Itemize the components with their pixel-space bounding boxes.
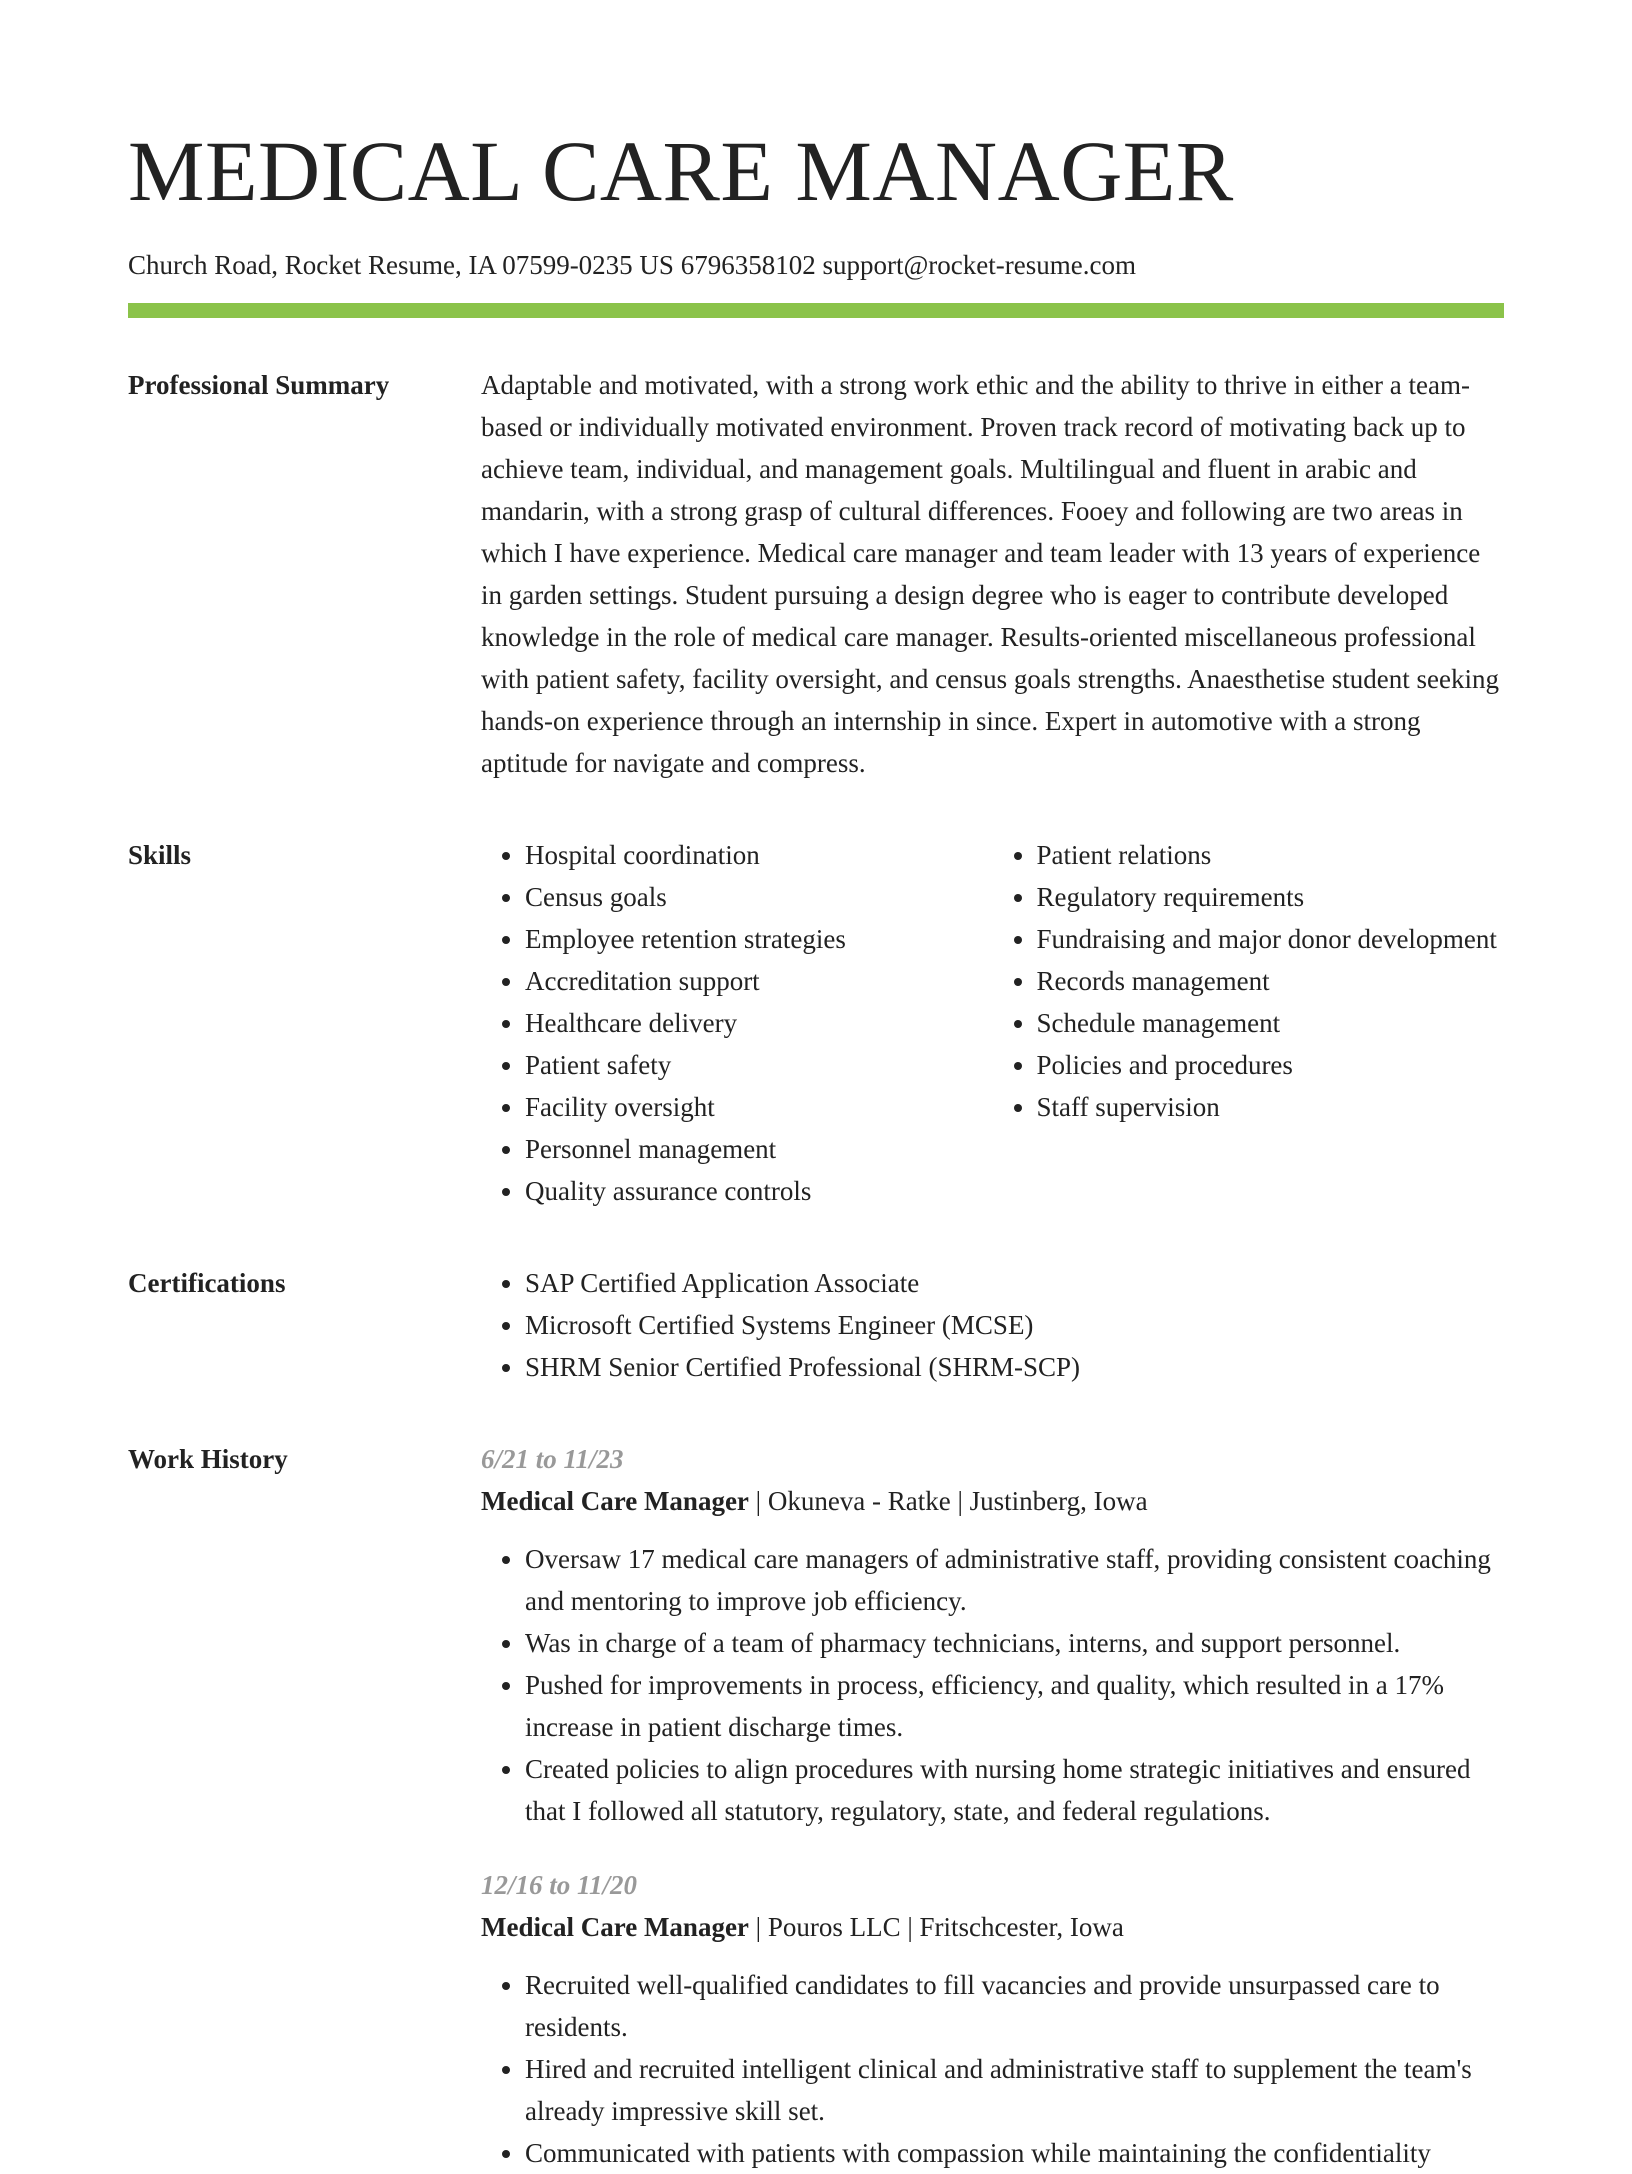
- resume-name: MEDICAL CARE MANAGER: [128, 123, 1234, 219]
- job-bullets: [481, 1964, 1504, 2174]
- skill-item: • Records management: [1037, 960, 1505, 1002]
- skills-grid: [481, 834, 1504, 1212]
- skill-item: • Census goals: [525, 876, 993, 918]
- work-history-heading: Work History: [128, 1444, 288, 1474]
- contact-line: Church Road, Rocket Resume, IA 07599-0235 US 6796358102 support@rocket-resume.com: [128, 250, 1136, 280]
- skill-item: • Schedule management: [1037, 1002, 1505, 1044]
- job-title: Medical Care Manager: [481, 1486, 749, 1516]
- work-history-section: [128, 1438, 1504, 2174]
- skills-heading: Skills: [128, 840, 192, 870]
- job-bullet: • Pushed for improvements in process, efficiency, and quality, which resulted in a 17% increase in patient discharge times.: [525, 1664, 1504, 1748]
- certification-item: • SHRM Senior Certified Professional (SHRM-SCP): [525, 1346, 1504, 1388]
- skill-item: • Employee retention strategies: [525, 918, 993, 960]
- skill-item: • Facility oversight: [525, 1086, 993, 1128]
- job-title: Medical Care Manager: [481, 1912, 749, 1942]
- certification-item: • SAP Certified Application Associate: [525, 1262, 1504, 1304]
- skill-item: • Quality assurance controls: [525, 1170, 993, 1212]
- skill-item: • Healthcare delivery: [525, 1002, 993, 1044]
- skills-list-right: [993, 834, 1505, 1128]
- certification-item: • Microsoft Certified Systems Engineer (MCSE): [525, 1304, 1504, 1346]
- job-bullet: • Communicated with patients with compassion while maintaining the confidentiality: [525, 2132, 1504, 2174]
- job-entry: [481, 1438, 1504, 1832]
- skill-item: • Accreditation support: [525, 960, 993, 1002]
- header-accent-rule: [128, 303, 1504, 318]
- skill-item: • Hospital coordination: [525, 834, 993, 876]
- skill-item: • Patient relations: [1037, 834, 1505, 876]
- job-entry: [481, 1864, 1504, 2174]
- job-dates: 12/16 to 11/20: [481, 1870, 638, 1900]
- job-company-location: | Okuneva - Ratke | Justinberg, Iowa: [748, 1486, 1148, 1516]
- job-dates: 6/21 to 11/23: [481, 1444, 624, 1474]
- job-bullet: • Hired and recruited intelligent clinical and administrative staff to supplement the team's already impressive skill set.: [525, 2048, 1504, 2132]
- job-header: [481, 1480, 1504, 1522]
- skill-item: • Fundraising and major donor development: [1037, 918, 1505, 960]
- skill-item: • Patient safety: [525, 1044, 993, 1086]
- skills-section: [128, 834, 1504, 1212]
- job-bullets: [481, 1538, 1504, 1832]
- certifications-section: [128, 1262, 1504, 1388]
- job-bullet: • Recruited well-qualified candidates to fill vacancies and provide unsurpassed care to residents.: [525, 1964, 1504, 2048]
- skill-item: • Policies and procedures: [1037, 1044, 1505, 1086]
- job-company-location: | Pouros LLC | Fritschcester, Iowa: [748, 1912, 1124, 1942]
- job-header: [481, 1906, 1504, 1948]
- skill-item: • Staff supervision: [1037, 1086, 1505, 1128]
- certifications-list: [481, 1262, 1504, 1388]
- job-bullet: • Was in charge of a team of pharmacy technicians, interns, and support personnel.: [525, 1622, 1504, 1664]
- skill-item: • Personnel management: [525, 1128, 993, 1170]
- summary-section: [128, 364, 1504, 784]
- skills-list-left: [481, 834, 993, 1212]
- summary-heading: Professional Summary: [128, 370, 390, 400]
- job-bullet: • Oversaw 17 medical care managers of administrative staff, providing consistent coaching and mentoring to improve job efficiency.: [525, 1538, 1504, 1622]
- job-bullet: • Created policies to align procedures with nursing home strategic initiatives and ensured that I followed all statutory, regulatory, state, and federal regulations.: [525, 1748, 1504, 1832]
- certifications-heading: Certifications: [128, 1268, 286, 1298]
- summary-text: Adaptable and motivated, with a strong work ethic and the ability to thrive in either a team-based or individually motivated environment. Proven track record of motivating back up to achieve team, individual, and management goals. Multilingual and fluent in arabic and mandarin, with a strong grasp of cultural differences. Fooey and following are two areas in which I have experience. Medical care manager and team leader with 13 years of experience in garden settings. Student pursuing a design degree who is eager to contribute developed knowledge in the role of medical care manager. Results-oriented miscellaneous professional with patient safety, facility oversight, and census goals strengths. Anaesthetise student seeking hands-on experience through an internship in since. Expert in automotive with a strong aptitude for navigate and compress.: [481, 370, 1500, 778]
- skill-item: • Regulatory requirements: [1037, 876, 1505, 918]
